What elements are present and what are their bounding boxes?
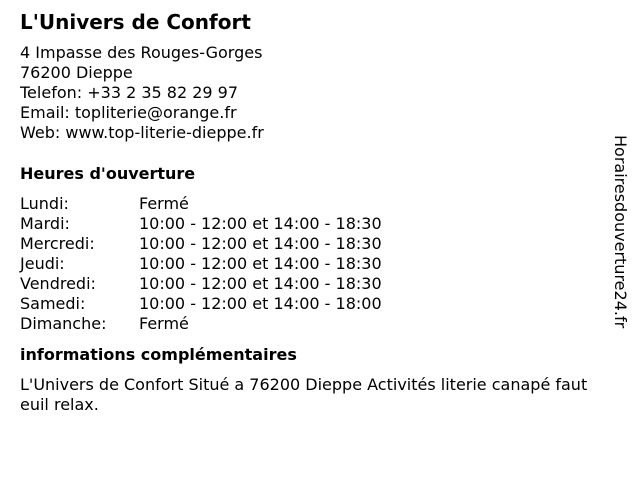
hours-row-sunday xyxy=(20,314,382,334)
hours-row-thursday xyxy=(20,254,382,274)
day-label: Lundi: xyxy=(20,194,69,213)
hours-row-wednesday xyxy=(20,234,382,254)
website-line: Web: www.top-literie-dieppe.fr xyxy=(20,123,264,142)
additional-info-heading: informations complémentaires xyxy=(20,345,297,364)
day-label: Mardi: xyxy=(20,214,70,233)
additional-info-text: L'Univers de Confort Situé a 76200 Dieppe Activités literie canapé fauteuil relax. xyxy=(20,375,588,414)
email-line: Email: topliterie@orange.fr xyxy=(20,103,237,122)
side-brand-watermark: Horairesdouverture24.fr xyxy=(611,135,630,329)
city-postcode: 76200 Dieppe xyxy=(20,63,133,82)
street-address: 4 Impasse des Rouges-Gorges xyxy=(20,43,263,62)
day-label: Vendredi: xyxy=(20,274,96,293)
day-hours: Fermé xyxy=(139,194,189,213)
day-hours: 10:00 - 12:00 et 14:00 - 18:30 xyxy=(139,234,382,253)
hours-row-monday xyxy=(20,194,382,214)
day-hours: 10:00 - 12:00 et 14:00 - 18:00 xyxy=(139,294,382,313)
day-label: Dimanche: xyxy=(20,314,107,333)
opening-hours-heading: Heures d'ouverture xyxy=(20,164,196,183)
hours-row-saturday xyxy=(20,294,382,314)
day-hours: Fermé xyxy=(139,314,189,333)
day-label: Samedi: xyxy=(20,294,86,313)
opening-hours-table xyxy=(20,194,382,334)
business-name: L'Univers de Confort xyxy=(20,10,251,34)
business-card xyxy=(20,10,595,415)
hours-row-tuesday xyxy=(20,214,382,234)
day-label: Mercredi: xyxy=(20,234,95,253)
phone-line: Telefon: +33 2 35 82 29 97 xyxy=(20,83,239,102)
hours-row-friday xyxy=(20,274,382,294)
day-hours: 10:00 - 12:00 et 14:00 - 18:30 xyxy=(139,274,382,293)
day-hours: 10:00 - 12:00 et 14:00 - 18:30 xyxy=(139,214,382,233)
day-label: Jeudi: xyxy=(20,254,65,273)
address-block xyxy=(20,43,595,143)
day-hours: 10:00 - 12:00 et 14:00 - 18:30 xyxy=(139,254,382,273)
